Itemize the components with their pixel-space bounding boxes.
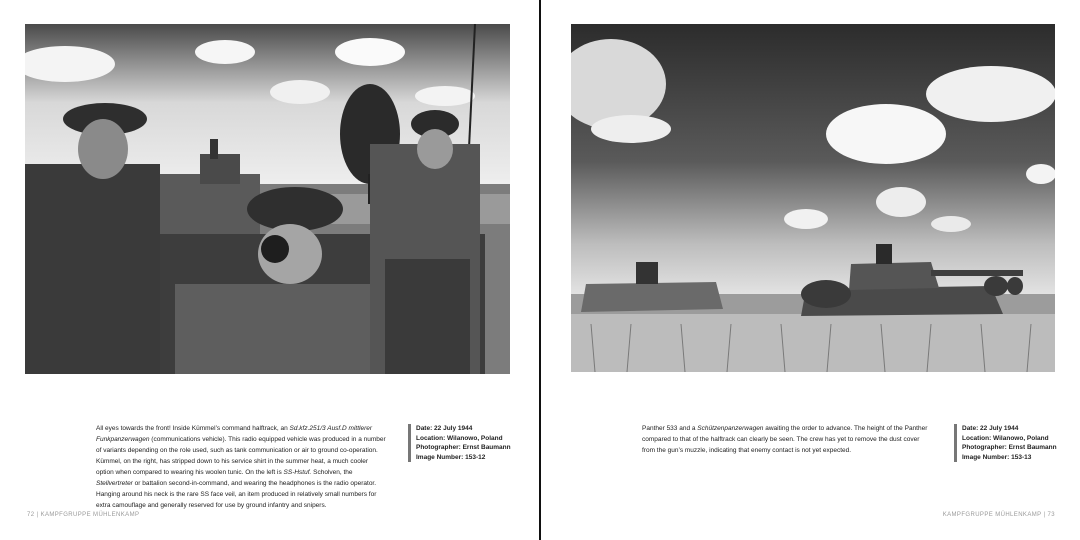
meta-date: Date: 22 July 1944 [416, 425, 473, 432]
meta-photographer: Photographer: Ernst Baumann [416, 444, 511, 451]
caption-term: Stellvertreter [96, 480, 133, 487]
photo-metadata [408, 424, 526, 462]
meta-image-number: Image Number: 153-13 [962, 453, 1032, 461]
caption-text: All eyes towards the front! Inside Kümmel’s command halftrack, an [96, 425, 290, 432]
page-folio: 72 | KAMPFGRUPPE MÜHLENKAMP [27, 512, 140, 518]
caption-text: awaiting the order to advance. The height of the Panther compared to that of the halftrack can clearly be seen. The crew has yet to remove the dust cover from the gun’s muzzle, indicating that enemy contact is not yet expected. [642, 425, 928, 454]
photo-command-halftrack-image [25, 24, 510, 374]
caption-text: Scholven, the [311, 469, 353, 476]
photo-command-halftrack [25, 24, 510, 374]
meta-image-number: Image Number: 153-12 [416, 453, 486, 461]
right-page [541, 0, 1080, 540]
caption-vehicle-name: Sd.kfz.251/3 Ausf.D mittlerer Funkpanzerwagen [96, 425, 373, 443]
caption-term: Schützenpanzerwagen [697, 425, 764, 432]
caption-text: (communications vehicle). This radio equipped vehicle was produced in a number of variants depending on the role used, such as tank communication or air to ground co-operation. Kümmel, on the right, has stripped down to his service shirt in the summer heat, a much cooler option when compared to wearing his woolen tunic. On the left is [96, 436, 386, 476]
left-page [0, 0, 539, 540]
meta-location: Location: Wilanowo, Poland [962, 434, 1049, 442]
photo-panther-halftrack-image [571, 24, 1055, 372]
photo-panther-halftrack [571, 24, 1055, 372]
photo-caption [96, 423, 386, 511]
meta-location: Location: Wilanowo, Poland [416, 434, 503, 442]
page-folio: KAMPFGRUPPE MÜHLENKAMP | 73 [942, 512, 1055, 518]
caption-text: or battalion second-in-command, and wearing the headphones is the radio operator. Hanging around his neck is the rare SS face veil, an item produced in relatively small numbers for extra camouflage and generally reserved for use by ground infantry and snipers. [96, 480, 377, 509]
photo-caption [642, 423, 932, 456]
caption-rank: SS-Hstuf. [283, 469, 312, 476]
meta-date: Date: 22 July 1944 [962, 425, 1019, 432]
meta-photographer: Photographer: Ernst Baumann [962, 444, 1057, 451]
photo-metadata [954, 424, 1072, 462]
caption-text: Panther 533 and a [642, 425, 698, 432]
